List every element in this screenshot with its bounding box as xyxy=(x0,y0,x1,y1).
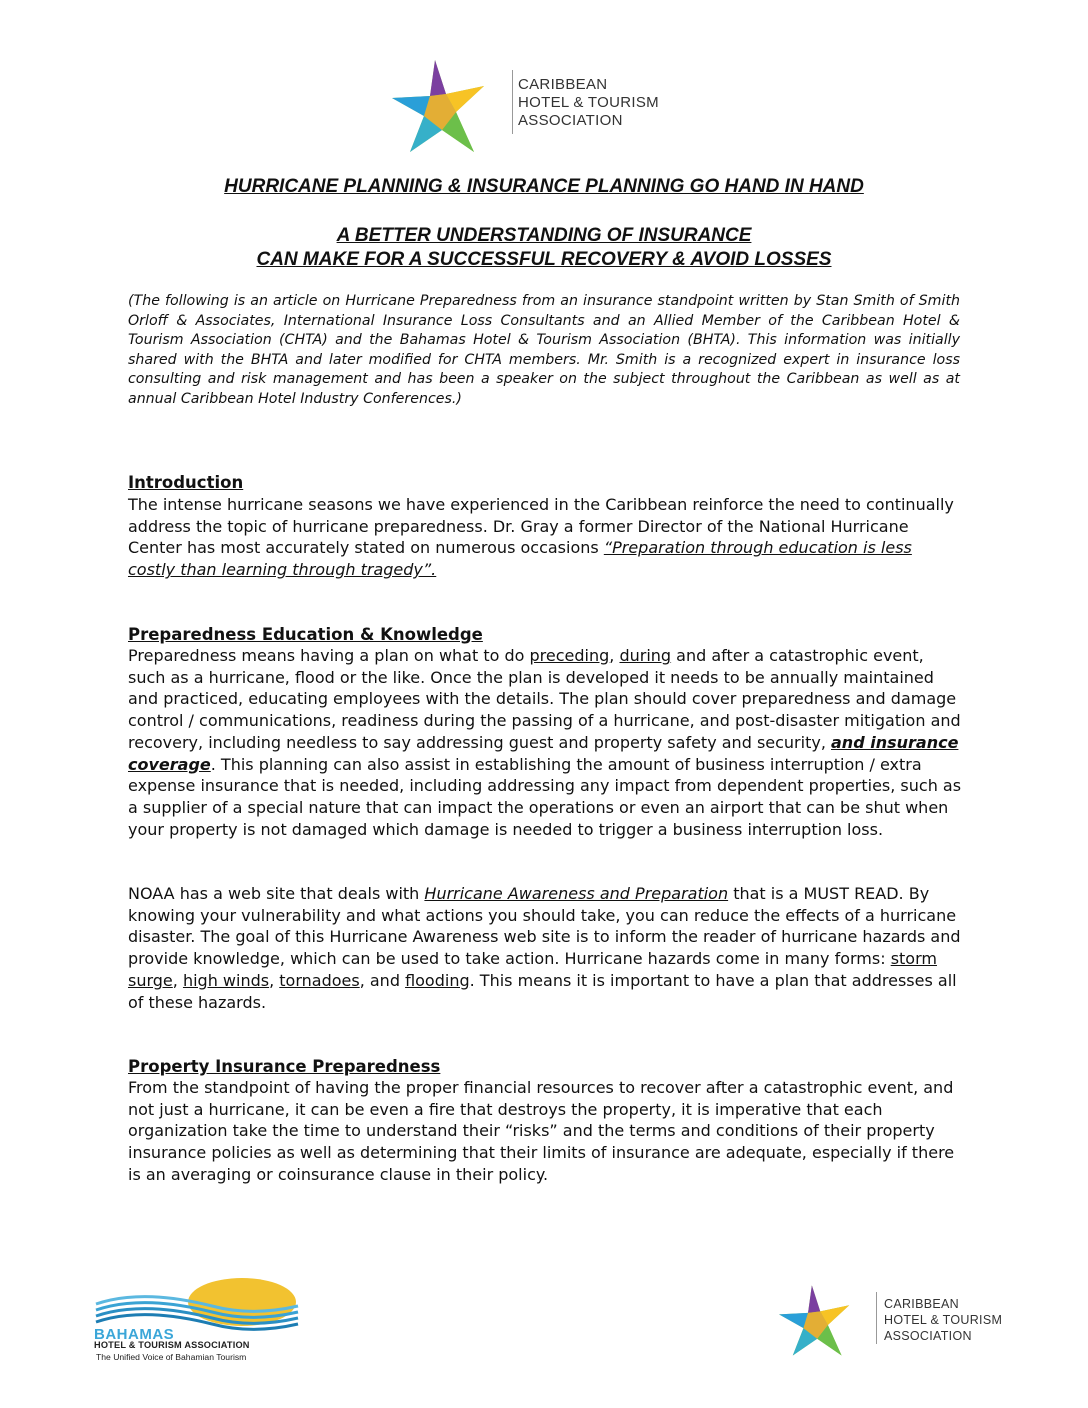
footer-right-logo xyxy=(776,1282,1006,1364)
preparedness-heading: Preparedness Education & Knowledge xyxy=(128,625,483,644)
text-run: Preparedness means having a plan on what to do xyxy=(128,646,530,665)
logo-line-3: ASSOCIATION xyxy=(518,112,623,129)
logo-line-3: ASSOCIATION xyxy=(884,1329,972,1343)
bhta-tagline: The Unified Voice of Bahamian Tourism xyxy=(96,1352,247,1362)
bhta-name: BAHAMAS xyxy=(94,1326,175,1343)
text-run: . This means it is important to have a plan that addresses all of these hazards. xyxy=(128,970,957,1012)
header-logo xyxy=(388,56,678,160)
text-run: . This planning can also assist in establishing the amount of business interruption / extra expense insurance that is needed, including addressing any impact from dependent properties, such as a supplier of a special nature that can impact the operations or even an airport that can be shut when your property is not damaged which damage is needed to trigger a business interruption loss. xyxy=(128,754,962,839)
header-logo-text xyxy=(518,76,659,130)
logo-line-1: CARIBBEAN xyxy=(518,76,608,93)
bhta-subtitle: HOTEL & TOURISM ASSOCIATION xyxy=(94,1340,250,1350)
introduction-paragraph xyxy=(128,494,963,581)
logo-divider xyxy=(876,1292,877,1344)
subtitle-line-2: CAN MAKE FOR A SUCCESSFUL RECOVERY & AVOID LOSSES xyxy=(256,249,832,270)
subtitle-line-1: A BETTER UNDERSTANDING OF INSURANCE xyxy=(336,225,752,246)
insurance-coverage-emphasis: and insurance coverage xyxy=(128,732,959,774)
introduction-heading: Introduction xyxy=(128,473,244,492)
preceding-emphasis: preceding xyxy=(529,646,610,665)
chta-star-logo-icon xyxy=(776,1282,866,1362)
introduction-text: The intense hurricane seasons we have experienced in the Caribbean reinforce the need to continually address the topic of hurricane preparedness. Dr. Gray a former Director of the National Hurricane Center has most accurately stated on numerous occasions xyxy=(128,495,954,558)
logo-divider xyxy=(512,70,513,134)
high-winds-link[interactable]: high winds xyxy=(182,970,270,990)
text-run: and after a catastrophic event, such as a hurricane, flood or the like. Once the plan is developed it needs to be annually maintained and practiced, educating employees with the details. The plan should cover preparedness and damage control / communications, readiness during the passing of a hurricane, and post-disaster mitigation and recovery, including needless to say addressing guest and property safety and security, xyxy=(128,646,961,752)
text-run: that is a MUST READ. By knowing your vulnerability and what actions you should take, you can reduce the effects of a hurricane disaster. The goal of this Hurricane Awareness web site is to inform the reader of hurricane hazards and provide knowledge, which can be used to take action. Hurricane hazards come in many forms: xyxy=(128,884,961,969)
bhta-sun-wave-logo-icon xyxy=(92,1276,302,1332)
text-run: , and xyxy=(359,970,406,990)
logo-line-2: HOTEL & TOURISM xyxy=(518,94,659,111)
chta-star-logo-icon xyxy=(388,56,506,160)
text-run: , xyxy=(172,970,183,990)
text-run: , xyxy=(269,970,280,990)
logo-line-2: HOTEL & TOURISM xyxy=(884,1313,1003,1327)
hurricane-awareness-link[interactable]: Hurricane Awareness and Preparation xyxy=(424,884,729,903)
main-title: HURRICANE PLANNING & INSURANCE PLANNING GO HAND IN HAND xyxy=(224,176,864,197)
preparedness-paragraph-2 xyxy=(128,883,963,1013)
article-note: (The following is an article on Hurricane Preparedness from an insurance standpoint written by Stan Smith of Smith Orloff & Associates, International Insurance Loss Consultants and an Allied Member of the Caribbean Hotel & Tourism Association (CHTA) and the Bahamas Hotel & Tourism Association (BHTA). This information was initially shared with the BHTA and later modified for CHTA members. Mr. Smith is a recognized expert in insurance loss consulting and risk management and has been a speaker on the subject throughout the Caribbean as well as at annual Caribbean Hotel Industry Conferences.) xyxy=(128,293,960,407)
property-paragraph: From the standpoint of having the proper financial resources to recover after a catastrophic event, and not just a hurricane, it can be even a fire that destroys the property, it is imperative that each organization take the time to understand their “risks” and the terms and conditions of their property insurance policies as well as determining that their limits of insurance are adequate, especially if there is an averaging or coinsurance clause in their policy. xyxy=(128,1078,955,1184)
introduction-quote: “Preparation through education is less costly than learning through tragedy”. xyxy=(128,538,912,580)
storm-surge-link[interactable]: storm surge xyxy=(128,949,937,990)
property-heading: Property Insurance Preparedness xyxy=(128,1057,441,1076)
flooding-link[interactable]: flooding xyxy=(405,970,470,990)
preparedness-paragraph-1 xyxy=(128,645,963,840)
logo-line-1: CARIBBEAN xyxy=(884,1297,959,1311)
text-run: NOAA has a web site that deals with xyxy=(128,884,425,903)
footer-left-logo xyxy=(92,1276,302,1362)
text-run: , xyxy=(609,646,620,665)
footer-logo-text xyxy=(884,1296,1002,1344)
tornadoes-link[interactable]: tornadoes xyxy=(279,970,360,990)
during-emphasis: during xyxy=(619,646,672,665)
